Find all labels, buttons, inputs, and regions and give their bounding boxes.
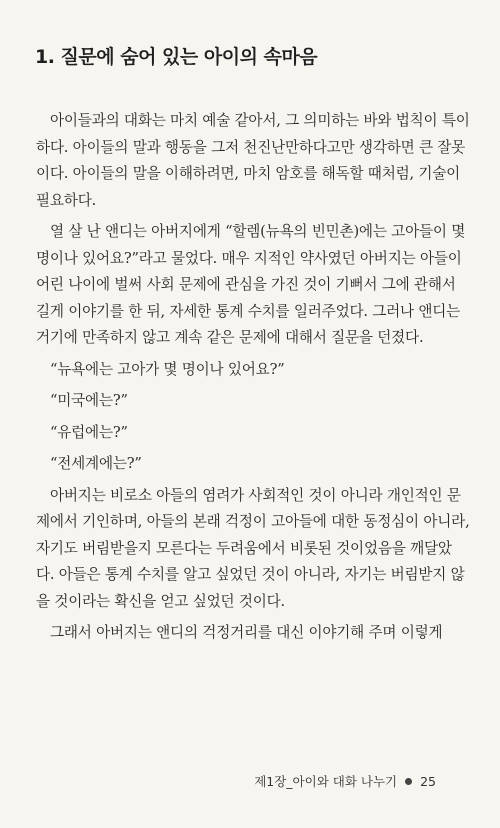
quote-line: “뉴욕에는 고아가 몇 명이나 있어요?” <box>50 360 285 378</box>
quote-line: “전세계에는?” <box>50 455 142 472</box>
section-heading: 1. 질문에 숨어 있는 아이의 속마음 <box>35 46 318 68</box>
chapter-label: 제1장_아이와 대화 나누기 <box>254 774 398 789</box>
page-footer <box>254 772 436 790</box>
bullet-dot-icon <box>405 778 412 785</box>
paragraph: 그래서 아버지는 앤디의 걱정거리를 대신 이야기해 주며 이렇게 <box>50 624 443 641</box>
body-text <box>36 108 470 647</box>
paragraph: 아이들과의 대화는 마치 예술 같아서, 그 의미하는 바와 법칙이 특이하다. 아이들의 말과 행동을 그저 천진난만하다고만 생각하면 큰 잘못이다. 아이들의 말을 이해하려면, 마치 암호를 해독할 때처럼, 기술이 필요하다. <box>36 112 470 209</box>
paragraph: 열 살 난 앤디는 아버지에게 “할렘(뉴욕의 빈민촌)에는 고아들이 몇 명이나 있어요?”라고 물었다. 매우 지적인 약사였던 아버지는 아들이 어린 나이에 벌써 사회 문제에 관심을 가진 것이 기뻐서 그에 관해서 길게 이야기를 한 뒤, 자세한 통계 수치를 일러주었다. 그러나 앤디는 거기에 만족하지 않고 계속 같은 문제에 대해서 질문을 던졌다. <box>36 223 466 346</box>
quote-line: “유럽에는?” <box>50 423 128 441</box>
paragraph: 아버지는 비로소 아들의 염려가 사회적인 것이 아니라 개인적인 문제에서 기인하며, 아들의 본래 걱정이 고아들에 대한 동정심이 아니라, 자기도 버림받을지 모른다는 두려움에서 비롯된 것이었음을 깨달았다. 아들은 통계 수치를 알고 싶었던 것이 아니라, 자기는 버림받지 않을 것이라는 확신을 얻고 싶었던 것이다. <box>36 486 470 610</box>
page-number: 25 <box>420 773 436 789</box>
quote-line: “미국에는?” <box>50 392 128 409</box>
